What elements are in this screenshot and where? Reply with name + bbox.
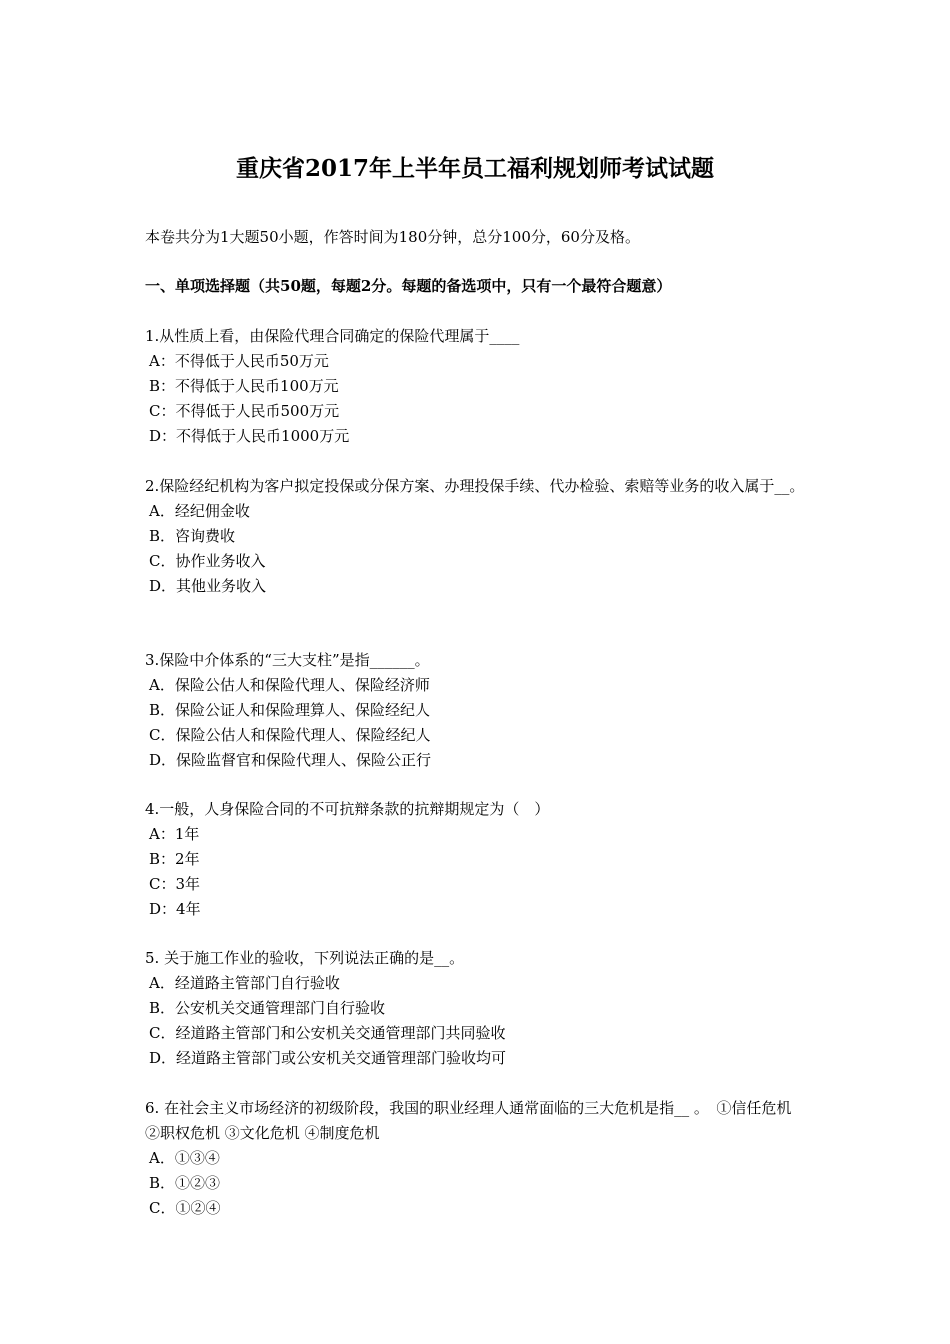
- option-d: D．其他业务收入: [149, 577, 267, 595]
- option-a: A：1年: [149, 825, 200, 843]
- question-3: [145, 648, 810, 773]
- option-list: [145, 499, 810, 599]
- question-stem: 1.从性质上看，由保险代理合同确定的保险代理属于____: [145, 327, 520, 345]
- section-heading: 一、单项选择题（共50题，每题2分。每题的备选项中，只有一个最符合题意）: [145, 277, 672, 295]
- question-4: [145, 797, 810, 922]
- option-d: D．保险监督官和保险代理人、保险公正行: [149, 751, 432, 769]
- option-a: A：不得低于人民币50万元: [149, 352, 329, 370]
- option-d: D：不得低于人民币1000万元: [149, 427, 350, 445]
- document-title: 重庆省2017年上半年员工福利规划师考试试题: [235, 155, 714, 182]
- option-list: [145, 822, 810, 922]
- option-b: B：2年: [149, 850, 200, 868]
- option-a: A．①③④: [149, 1149, 220, 1167]
- question-stem: 2.保险经纪机构为客户拟定投保或分保方案、办理投保手续、代办检验、索赔等业务的收入属于__。: [145, 477, 805, 495]
- option-b: B．公安机关交通管理部门自行验收: [149, 999, 386, 1017]
- option-list: [145, 971, 810, 1071]
- option-b: B．咨询费收: [149, 527, 236, 545]
- option-c: C．协作业务收入: [149, 552, 266, 570]
- option-c: C．经道路主管部门和公安机关交通管理部门共同验收: [149, 1024, 506, 1042]
- question-5: [145, 946, 810, 1071]
- option-c: C：不得低于人民币500万元: [149, 402, 340, 420]
- option-list: [145, 673, 810, 773]
- question-stem: 5. 关于施工作业的验收，下列说法正确的是__。: [145, 949, 465, 967]
- option-a: A．经道路主管部门自行验收: [149, 974, 340, 992]
- question-stem: 6. 在社会主义市场经济的初级阶段，我国的职业经理人通常面临的三大危机是指__ 。 ①信任危机 ②职权危机 ③文化危机 ④制度危机: [145, 1099, 792, 1142]
- option-list: [145, 349, 810, 449]
- option-b: B：不得低于人民币100万元: [149, 377, 339, 395]
- option-list: [145, 1146, 810, 1221]
- option-a: A．经纪佣金收: [149, 502, 250, 520]
- option-a: A．保险公估人和保险代理人、保险经济师: [149, 676, 430, 694]
- question-stem: 3.保险中介体系的“三大支柱”是指______。: [145, 651, 430, 669]
- option-d: D：4年: [149, 900, 201, 918]
- option-c: C．保险公估人和保险代理人、保险经纪人: [149, 726, 431, 744]
- question-2: [145, 474, 810, 599]
- question-stem: 4.一般，人身保险合同的不可抗辩条款的抗辩期规定为（ ）: [145, 800, 550, 818]
- option-c: C：3年: [149, 875, 201, 893]
- exam-intro: 本卷共分为1大题50小题，作答时间为180分钟，总分100分，60分及格。: [145, 228, 640, 246]
- option-d: D．经道路主管部门或公安机关交通管理部门验收均可: [149, 1049, 507, 1067]
- question-6: [145, 1096, 810, 1221]
- option-c: C．①②④: [149, 1199, 221, 1217]
- option-b: B．保险公证人和保险理算人、保险经纪人: [149, 701, 431, 719]
- option-b: B．①②③: [149, 1174, 221, 1192]
- question-1: [145, 324, 810, 449]
